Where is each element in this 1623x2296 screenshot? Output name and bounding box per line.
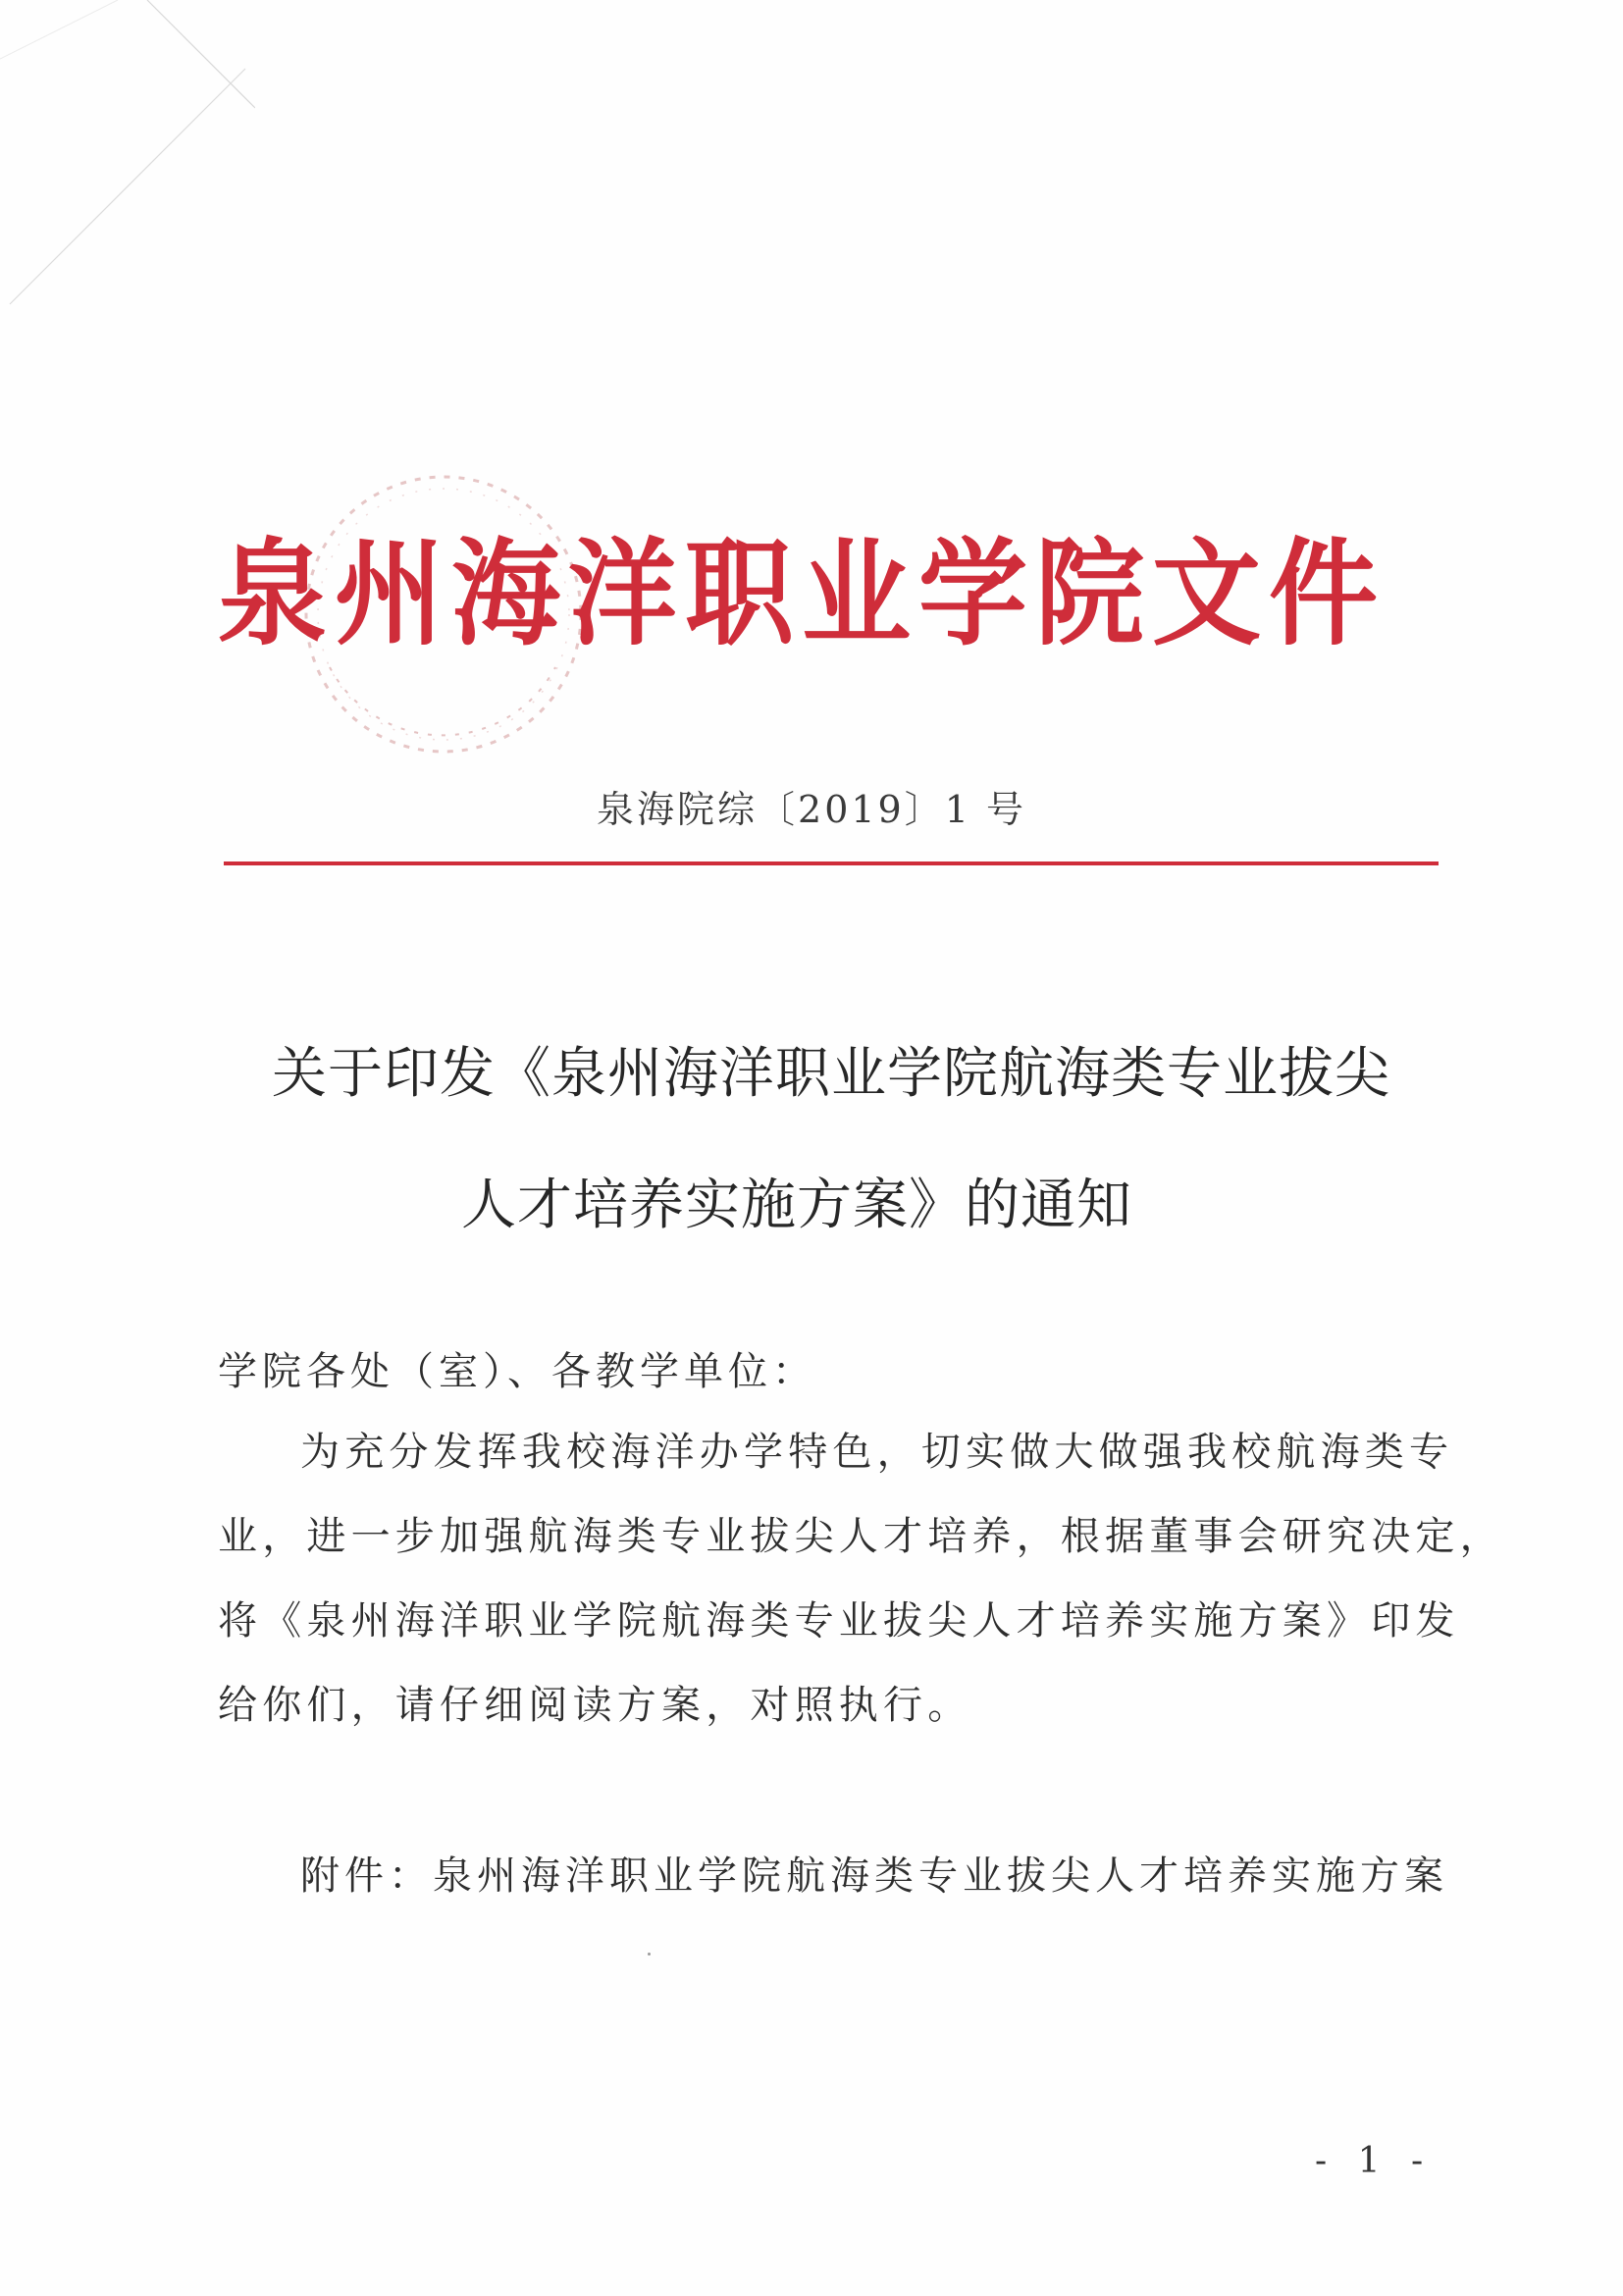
paragraph-line: 给你们，请仔细阅读方案，对照执行。 <box>218 1683 972 1728</box>
scan-speck <box>648 1953 651 1956</box>
attachment-line: 附件：泉州海洋职业学院航海类专业拔尖人才培养实施方案 <box>300 1853 1448 1899</box>
paragraph-line: 业，进一步加强航海类专业拔尖人才培养，根据董事会研究决定， <box>218 1514 1504 1559</box>
issuer-title: 泉州海洋职业学院文件 <box>218 528 1387 662</box>
page-number: - 1 - <box>1315 2141 1434 2181</box>
salutation: 学院各处（室）、各教学单位： <box>218 1349 816 1394</box>
notice-title-line-1: 关于印发《泉州海洋职业学院航海类专业拔尖 <box>272 1042 1390 1106</box>
paragraph-line: 将《泉州海洋职业学院航海类专业拔尖人才培养实施方案》印发 <box>218 1598 1460 1644</box>
notice-title-line-2: 人才培养实施方案》的通知 <box>461 1174 1132 1237</box>
red-divider-line <box>224 861 1439 865</box>
document-number: 泉海院综〔2019〕1 号 <box>597 788 1026 831</box>
scan-artifact-lines <box>0 0 255 314</box>
paragraph-line: 为充分发挥我校海洋办学特色，切实做大做强我校航海类专 <box>300 1430 1454 1475</box>
